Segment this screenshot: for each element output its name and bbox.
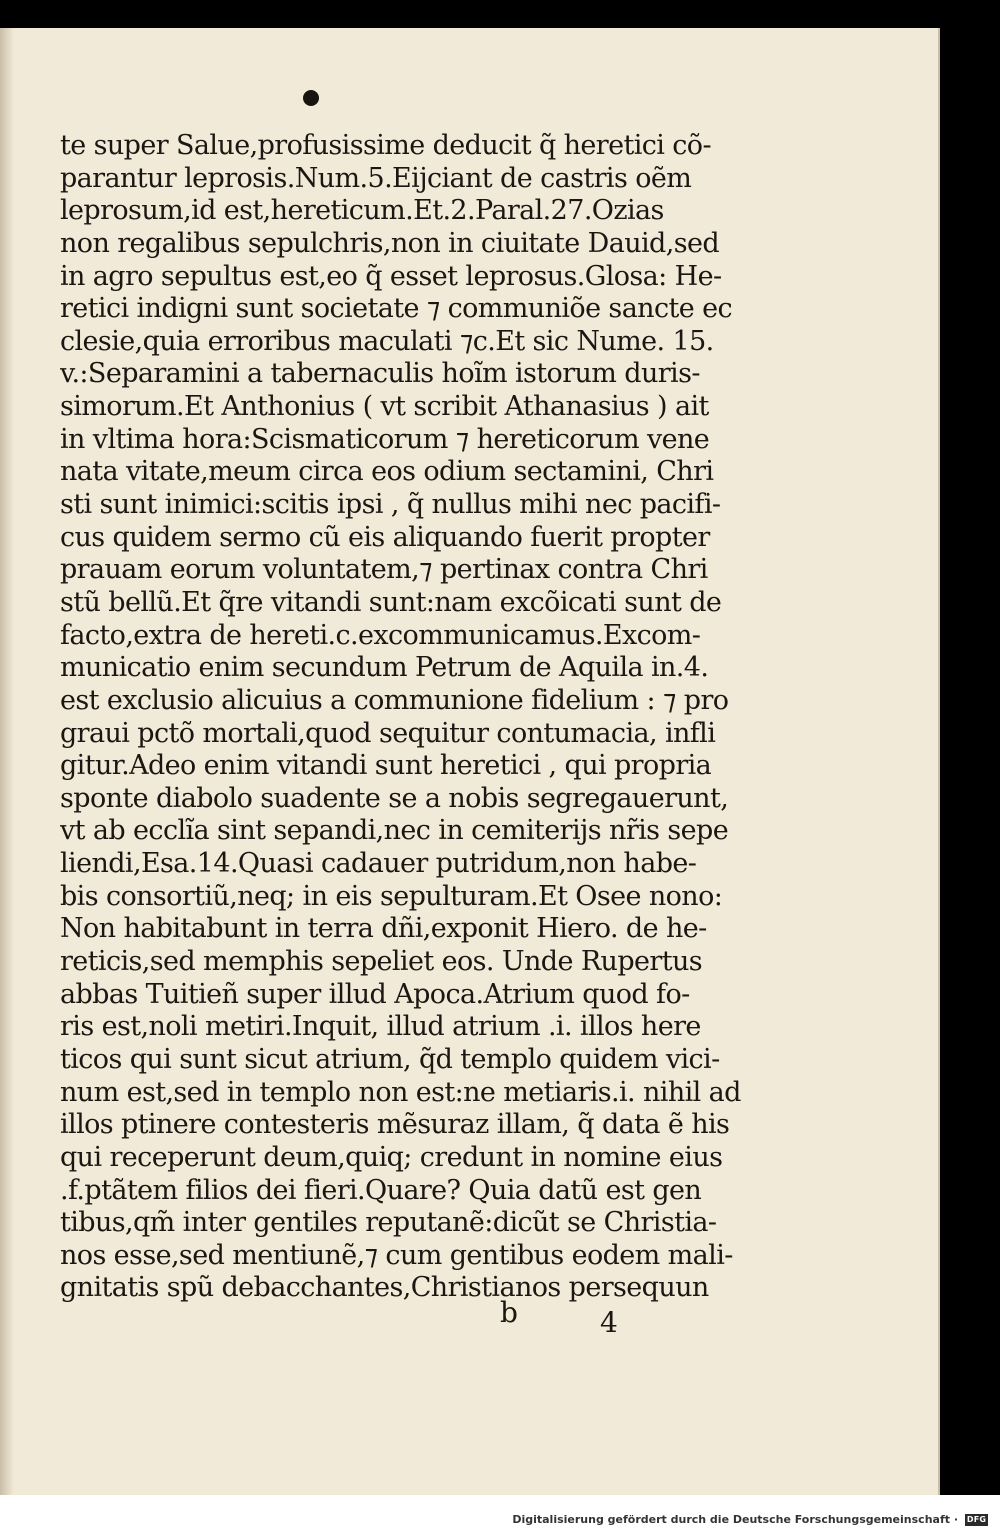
text-line: illos ptinere contesteris mẽsuraz illam, q̃ data ẽ his xyxy=(60,1109,730,1141)
text-line: gnitatis spũ debacchantes,Christianos persequun xyxy=(60,1272,709,1304)
ink-dot-mark xyxy=(303,90,319,106)
text-line: clesie,quia erroribus maculati ⁊c.Et sic Nume. 15. xyxy=(60,325,714,357)
text-line: leprosum,id est,hereticum.Et.2.Paral.27.Ozias xyxy=(60,195,664,227)
signature-mark: b xyxy=(500,1296,518,1329)
text-line: graui pctõ mortali,quod sequitur contumacia, infli xyxy=(60,717,716,749)
text-line: gitur.Adeo enim vitandi sunt heretici , qui propria xyxy=(60,750,712,782)
text-line: abbas Tuitieñ super illud Apoca.Atrium quod fo- xyxy=(60,978,690,1010)
text-line: te super Salue,profusissime deducit q̃ heretici cõ- xyxy=(60,130,711,161)
text-line: reticis,sed memphis sepeliet eos. Unde Rupertus xyxy=(60,946,703,978)
text-line: sti sunt inimici:scitis ipsi , q̃ nullus mihi nec pacifi- xyxy=(60,489,721,521)
text-line: nos esse,sed mentiunẽ,⁊ cum gentibus eodem mali- xyxy=(60,1239,733,1271)
text-line: in vltima hora:Scismaticorum ⁊ hereticorum vene xyxy=(60,423,710,455)
page-number: 4 xyxy=(600,1306,618,1339)
text-line: cus quidem sermo cũ eis aliquando fuerit propter xyxy=(60,521,710,553)
text-line: nata vitate,meum circa eos odium sectamini, Chri xyxy=(60,456,714,488)
text-line: prauam eorum voluntatem,⁊ pertinax contra Chri xyxy=(60,554,708,586)
text-line: bis consortiũ,neq; in eis sepulturam.Et Osee nono: xyxy=(60,880,723,912)
text-line: simorum.Et Anthonius ( vt scribit Athanasius ) ait xyxy=(60,391,709,423)
text-line: stũ bellũ.Et q̃re vitandi sunt:nam excõicati sunt de xyxy=(60,586,722,618)
text-line: parantur leprosis.Num.5.Eijciant de castris oẽm xyxy=(60,162,692,194)
text-line: v.:Separamini a tabernaculis hoĩm istorum duris- xyxy=(60,358,700,390)
dfg-logo: DFG xyxy=(966,1515,987,1524)
text-line: num est,sed in templo non est:ne metiaris.i. nihil ad xyxy=(60,1076,741,1108)
text-line: in agro sepultus est,eo q̃ esset leprosus.Glosa: He- xyxy=(60,260,722,292)
text-line: municatio enim secundum Petrum de Aquila in.4. xyxy=(60,652,709,684)
text-line: vt ab ecclĩa sint sepandi,nec in cemiterijs nr̃is sepe xyxy=(60,815,729,847)
text-line: sponte diabolo suadente se a nobis segregauerunt, xyxy=(60,782,729,814)
text-line: est exclusio alicuius a communione fidelium : ⁊ pro xyxy=(60,684,729,716)
text-line: ticos qui sunt sicut atrium, q̃d templo quidem vici- xyxy=(60,1043,720,1075)
text-line: non regalibus sepulchris,non in ciuitate Dauid,sed xyxy=(60,227,720,259)
text-line: retici indigni sunt societate ⁊ communiõe sancte ec xyxy=(60,293,733,325)
page-gutter-shadow xyxy=(0,28,14,1495)
text-line: facto,extra de hereti.c.excommunicamus.Excom- xyxy=(60,619,701,651)
page-text-block xyxy=(60,130,750,1305)
text-line: ris est,noli metiri.Inquit, illud atrium .i. illos here xyxy=(60,1011,701,1043)
text-line: .f.ptãtem filios dei fieri.Quare? Quia datũ est gen xyxy=(60,1174,702,1206)
text-line: Non habitabunt in terra dñi,exponit Hiero. de he- xyxy=(60,913,707,945)
text-line: qui receperunt deum,quiq; credunt in nomine eius xyxy=(60,1141,723,1173)
funding-note: Digitalisierung gefördert durch die Deutsche Forschungsgemeinschaft · xyxy=(512,1513,958,1526)
text-line: liendi,Esa.14.Quasi cadauer putridum,non habe- xyxy=(60,848,697,880)
text-line: tibus,qm̃ inter gentiles reputanẽ:dicũt se Christia- xyxy=(60,1207,717,1239)
